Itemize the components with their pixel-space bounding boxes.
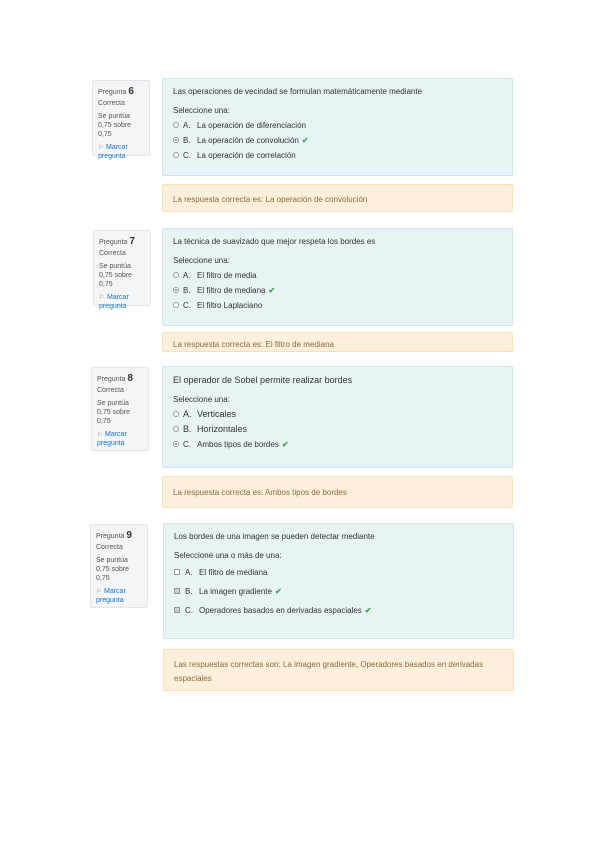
checkbox[interactable]: [174, 607, 180, 613]
question-feedback-9: Las respuestas correctas son: La imagen gradiente, Operadores basados en derivadas espaciales: [163, 649, 514, 691]
radio-button[interactable]: [173, 137, 179, 143]
radio-button[interactable]: [173, 441, 179, 447]
flag-question-link[interactable]: ⚐ Marcar pregunta: [96, 588, 126, 604]
answer-option-c[interactable]: C. El filtro Laplaciano: [173, 300, 502, 310]
radio-button[interactable]: [173, 302, 179, 308]
question-state: Correcta: [99, 250, 126, 257]
question-title: Pregunta 9: [96, 530, 132, 541]
question-grade: Se puntúa 0,75 sobre 0,75: [96, 557, 130, 582]
question-title: Pregunta 6: [98, 86, 134, 97]
question-title: Pregunta 8: [97, 373, 133, 384]
question-info-8: [91, 367, 149, 451]
flag-icon: ⚐: [99, 295, 105, 301]
question-text: Las operaciones de vecindad se formulan matemáticamente mediante: [173, 87, 423, 96]
question-info-9: [90, 524, 148, 608]
question-prompt: Seleccione una:: [173, 106, 230, 115]
radio-button[interactable]: [173, 272, 179, 278]
radio-button[interactable]: [173, 152, 179, 158]
question-text: La técnica de suavizado que mejor respeta los bordes es: [173, 237, 376, 246]
answer-option-a[interactable]: A. Verticales: [173, 409, 502, 419]
question-title: Pregunta 7: [99, 236, 135, 247]
question-prompt: Seleccione una:: [173, 256, 230, 265]
answer-option-a[interactable]: A. La operación de diferenciación: [173, 120, 502, 130]
checkbox[interactable]: [174, 569, 180, 575]
check-icon: ✔: [364, 605, 372, 615]
question-grade: Se puntúa 0,75 sobre 0,75: [98, 113, 132, 138]
answer-option-c[interactable]: C. La operación de correlación: [173, 150, 502, 160]
answer-option-b[interactable]: B. Horizontales: [173, 424, 502, 434]
question-content-8: [162, 366, 513, 468]
question-state: Correcta: [97, 387, 124, 394]
flag-icon: ⚐: [97, 432, 103, 438]
radio-button[interactable]: [173, 411, 179, 417]
question-prompt: Seleccione una o más de una:: [174, 551, 282, 560]
question-info-7: [93, 230, 151, 310]
check-icon: ✔: [274, 586, 282, 596]
radio-button[interactable]: [173, 287, 179, 293]
question-text: Los bordes de una imagen se pueden detectar mediante: [174, 532, 375, 541]
flag-question-link[interactable]: ⚐ Marcar pregunta: [97, 431, 127, 447]
answer-option-c[interactable]: C. Operadores basados en derivadas espaciales ✔: [174, 605, 503, 615]
answer-option-b[interactable]: B. La operación de convolución ✔: [173, 135, 502, 145]
flag-question-link[interactable]: ⚐ Marcar pregunta: [99, 294, 129, 310]
question-state: Correcta: [96, 544, 123, 551]
question-feedback-7: La respuesta correcta es: El filtro de mediana: [162, 332, 513, 352]
answer-option-a[interactable]: A. El filtro de media: [173, 270, 502, 280]
question-grade: Se puntúa 0,75 sobre 0,75: [97, 400, 131, 425]
flag-icon: ⚐: [98, 145, 104, 151]
question-content-9: [163, 523, 514, 639]
radio-button[interactable]: [173, 122, 179, 128]
question-feedback-8: La respuesta correcta es: Ambos tipos de bordes: [162, 476, 513, 508]
question-content-7: [162, 228, 513, 326]
check-icon: ✔: [301, 135, 309, 145]
question-text: El operador de Sobel permite realizar bordes: [173, 375, 353, 385]
question-info-6: [92, 80, 150, 160]
question-grade: Se puntúa 0,75 sobre 0,75: [99, 263, 133, 288]
radio-button[interactable]: [173, 426, 179, 432]
check-icon: ✔: [281, 439, 289, 449]
question-feedback-6: La respuesta correcta es: La operación de convolución: [162, 184, 513, 212]
question-content-6: [162, 78, 513, 176]
answer-option-b[interactable]: B. La imagen gradiente ✔: [174, 586, 503, 596]
question-state: Correcta: [98, 100, 125, 107]
flag-icon: ⚐: [96, 589, 102, 595]
question-prompt: Seleccione una:: [173, 395, 230, 404]
answer-option-b[interactable]: B. El filtro de mediana ✔: [173, 285, 502, 295]
checkbox[interactable]: [174, 588, 180, 594]
answer-option-c[interactable]: C. Ambos tipos de bordes ✔: [173, 439, 502, 449]
flag-question-link[interactable]: ⚐ Marcar pregunta: [98, 144, 128, 160]
answer-option-a[interactable]: A. El filtro de mediana: [174, 567, 503, 577]
check-icon: ✔: [268, 285, 276, 295]
